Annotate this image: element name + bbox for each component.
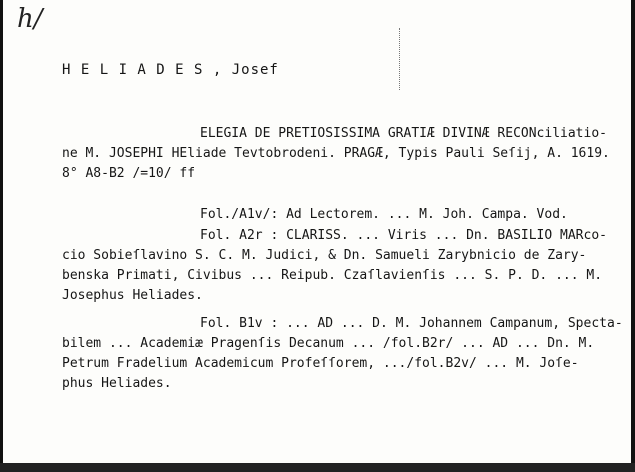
note-line: Josephus Heliades. xyxy=(62,288,203,303)
punch-hole-mark xyxy=(399,28,402,90)
note-line: Fol. B1v : ... AD ... D. M. Johannem Campanum, Specta- xyxy=(200,316,623,331)
note-line: Petrum Fradelium Academicum Profeſſorem, .../fol.B2v/ ... M. Joſe- xyxy=(62,356,579,371)
title-line: ELEGIA DE PRETIOSISSIMA GRATIÆ DIVINÆ RECONciliatio- xyxy=(200,126,607,141)
collation-line: 8° A8-B2 /=10/ ff xyxy=(62,166,196,181)
note-line: benska Primati, Civibus ... Reipub. Czaſlavienſis ... S. P. D. ... M. xyxy=(62,268,603,283)
note-line: Fol. A2r : CLARISS. ... Viris ... Dn. BASILIO MARco- xyxy=(200,228,607,243)
title-line: ne M. JOSEPHI HEliade Tevtobrodeni. PRAGÆ, Typis Pauli Seſij, A. 1619. xyxy=(62,146,610,161)
card-right-edge xyxy=(631,0,635,472)
author-heading: H E L I A D E S , Josef xyxy=(62,62,279,78)
note-line: cio Sobieſlavino S. C. M. Judici, & Dn. Samueli Zarybnicio de Zary- xyxy=(62,248,587,263)
handwritten-mark: h/ xyxy=(17,4,43,34)
note-line: phus Heliades. xyxy=(62,376,172,391)
card-bottom-edge xyxy=(0,463,635,472)
note-line: Fol./A1v/: Ad Lectorem. ... M. Joh. Campa. Vod. xyxy=(200,207,568,222)
note-line: bilem ... Academiæ Pragenſis Decanum ... /fol.B2r/ ... AD ... Dn. M. xyxy=(62,336,595,351)
card-left-edge xyxy=(0,0,3,472)
